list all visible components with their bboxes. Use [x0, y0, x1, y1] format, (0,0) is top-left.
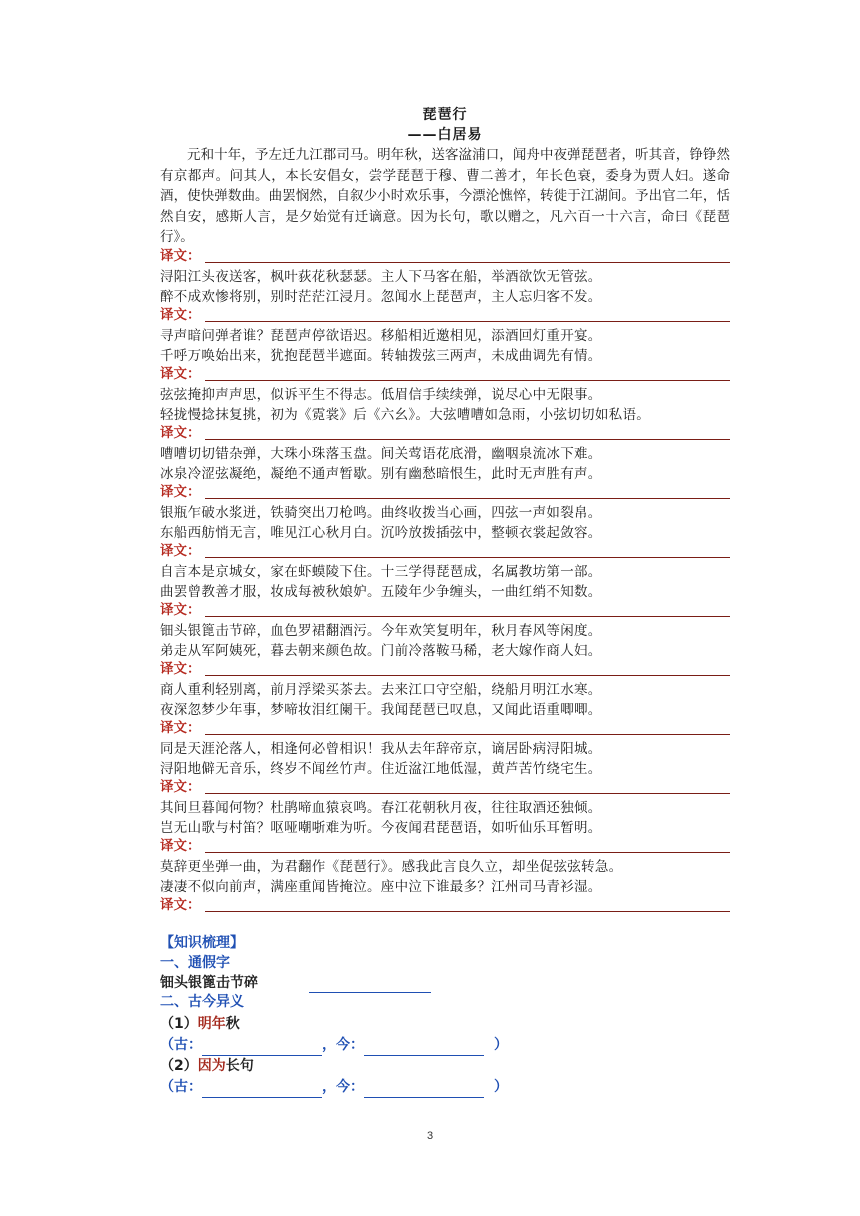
- translation-row: [160, 424, 730, 444]
- translation-blank-line[interactable]: [205, 852, 730, 853]
- verse-line: 凄凄不似向前声，满座重闻皆掩泣。座中泣下谁最多？江州司马青衫湿。: [160, 879, 602, 895]
- verse-line: 自言本是京城女，家在虾蟆陵下住。十三学得琵琶成，名属教坊第一部。: [160, 564, 602, 580]
- final-translation: [160, 896, 730, 916]
- translation-blank-line[interactable]: [205, 557, 730, 558]
- verse-line: 弟走从军阿姨死，暮去朝来颜色故。门前冷落鞍马稀，老大嫁作商人妇。: [160, 643, 602, 659]
- gujin-answer-row-1: [160, 1034, 730, 1056]
- verse-line: 夜深忽梦少年事，梦啼妆泪红阑干。我闻琵琶已叹息，又闻此语重唧唧。: [160, 702, 602, 718]
- ancient-blank[interactable]: [202, 1083, 322, 1098]
- item-rest: 长句: [225, 1058, 254, 1074]
- translation-label: 译文：: [160, 602, 201, 618]
- translation-row: [160, 542, 730, 562]
- close-paren: ）: [494, 1079, 508, 1095]
- translation-blank-line[interactable]: [205, 793, 730, 794]
- gujin-answer-row-2: [160, 1076, 730, 1098]
- stanza-block: [160, 778, 730, 838]
- stanza-block: [160, 306, 730, 366]
- verse-line: 浔阳地僻无音乐，终岁不闻丝竹声。住近湓江地低湿，黄芦苦竹绕宅生。: [160, 761, 602, 777]
- translation-row: [160, 778, 730, 798]
- modern-blank[interactable]: [364, 1041, 484, 1056]
- translation-blank-line[interactable]: [205, 321, 730, 322]
- translation-row: [160, 247, 730, 267]
- stanza-block: [160, 660, 730, 720]
- translation-blank-line[interactable]: [205, 675, 730, 676]
- verse-line: 浔阳江头夜送客，枫叶荻花秋瑟瑟。主人下马客在船，举酒欲饮无管弦。: [160, 269, 602, 285]
- ancient-label: （古：: [160, 1079, 202, 1095]
- translation-blank-line[interactable]: [205, 498, 730, 499]
- stanza-block: [160, 837, 730, 897]
- verse-line: 莫辞更坐弹一曲，为君翻作《琵琶行》。感我此言良久立，却坐促弦弦转急。: [160, 859, 623, 875]
- knowledge-section: [160, 932, 730, 1098]
- translation-blank-line[interactable]: [205, 734, 730, 735]
- translation-row: [160, 660, 730, 680]
- modern-label: ，今：: [322, 1079, 364, 1095]
- verse-line: 嘈嘈切切错杂弹，大珠小珠落玉盘。间关莺语花底滑，幽咽泉流冰下难。: [160, 446, 602, 462]
- translation-label: 译文：: [160, 248, 201, 264]
- key-word: 因为: [197, 1058, 226, 1074]
- translation-blank-line[interactable]: [205, 380, 730, 381]
- item-rest: 秋: [225, 1016, 240, 1032]
- stanza-block: [160, 719, 730, 779]
- translation-label: 译文：: [160, 838, 201, 854]
- translation-blank-line[interactable]: [205, 262, 730, 263]
- verse-line: 寻声暗问弹者谁？琵琶声停欲语迟。移船相近邀相见，添酒回灯重开宴。: [160, 328, 602, 344]
- stanza-block: [160, 424, 730, 484]
- verse-line: 其间旦暮闻何物？杜鹃啼血猿哀鸣。春江花朝秋月夜，往往取酒还独倾。: [160, 800, 602, 816]
- translation-row: [160, 837, 730, 857]
- translation-row: [160, 483, 730, 503]
- translation-row: [160, 601, 730, 621]
- translation-row: [160, 306, 730, 326]
- poem-author: ——白居易: [407, 127, 483, 143]
- verse-line: 岂无山歌与村笛？呕哑嘲哳难为听。今夜闻君琵琶语，如听仙乐耳暂明。: [160, 820, 602, 836]
- page-number: 3: [426, 1130, 434, 1142]
- translation-blank-line[interactable]: [205, 439, 730, 440]
- section-gujinyiyi: 二、古今异义: [160, 994, 244, 1010]
- verse-line: 东船西舫悄无言，唯见江心秋月白。沉吟放拨插弦中，整顿衣裳起敛容。: [160, 525, 602, 541]
- verse-line: 醉不成欢惨将别，别时茫茫江浸月。忽闻水上琵琶声，主人忘归客不发。: [160, 289, 602, 305]
- translation-label: 译文：: [160, 720, 201, 736]
- poem-title: 琵琶行: [422, 107, 468, 123]
- translation-blank-line[interactable]: [205, 911, 730, 912]
- translation-label: 译文：: [160, 661, 201, 677]
- close-paren: ）: [494, 1037, 508, 1053]
- translation-row: [160, 365, 730, 385]
- translation-label: 译文：: [160, 779, 201, 795]
- verse-line: 曲罢曾教善才服，妆成每被秋娘妒。五陵年少争缠头，一曲红绡不知数。: [160, 584, 602, 600]
- translation-blank-line[interactable]: [205, 616, 730, 617]
- stanza-block: [160, 365, 730, 425]
- gujin-item-1: [160, 1014, 730, 1034]
- verse-line: 商人重利轻别离，前月浮梁买茶去。去来江口守空船，绕船月明江水寒。: [160, 682, 602, 698]
- ancient-blank[interactable]: [202, 1041, 322, 1056]
- translation-label: 译文：: [160, 425, 201, 441]
- tongjiazi-phrase: 钿头银篦击节碎: [160, 975, 258, 991]
- stanza-block: [160, 542, 730, 602]
- modern-blank[interactable]: [364, 1083, 484, 1098]
- knowledge-heading: 【知识梳理】: [160, 935, 244, 951]
- key-word: 明年: [197, 1016, 226, 1032]
- item-number: （1）: [160, 1016, 198, 1032]
- modern-label: ，今：: [322, 1037, 364, 1053]
- verse-line: 轻拢慢捻抹复挑，初为《霓裳》后《六幺》。大弦嘈嘈如急雨，小弦切切如私语。: [160, 407, 651, 423]
- verse-line: 千呼万唤始出来，犹抱琵琶半遮面。转轴拨弦三两声，未成曲调先有情。: [160, 348, 602, 364]
- verse-line: 钿头银篦击节碎，血色罗裙翻酒污。今年欢笑复明年，秋月春风等闲度。: [160, 623, 602, 639]
- stanza-block: [160, 601, 730, 661]
- verse-line: 冰泉冷涩弦凝绝，凝绝不通声暂歇。别有幽愁暗恨生，此时无声胜有声。: [160, 466, 602, 482]
- verse-line: 弦弦掩抑声声思，似诉平生不得志。低眉信手续续弹，说尽心中无限事。: [160, 387, 602, 403]
- gujin-item-2: [160, 1056, 730, 1076]
- section-tongjiazi: 一、通假字: [160, 955, 230, 971]
- stanza-block: [160, 483, 730, 543]
- translation-label: 译文：: [160, 897, 201, 913]
- translation-row: [160, 896, 730, 916]
- ancient-label: （古：: [160, 1037, 202, 1053]
- item-number: （2）: [160, 1058, 198, 1074]
- verse-line: 银瓶乍破水浆迸，铁骑突出刀枪鸣。曲终收拨当心画，四弦一声如裂帛。: [160, 505, 602, 521]
- translation-label: 译文：: [160, 307, 201, 323]
- answer-blank[interactable]: [309, 978, 431, 993]
- preface-paragraph: 元和十年，予左迁九江郡司马。明年秋，送客湓浦口，闻舟中夜弹琵琶者，听其音，铮铮然有京都声。问其人，本长安倡女，尝学琵琶于穆、曹二善才，年长色衰，委身为贾人妇。遂命酒，使快弹数曲。曲罢悯然，自叙少小时欢乐事，今漂沦憔悴，转徙于江湖间。予出官二年，恬然自安，感斯人言，是夕始觉有迁谪意。因为长句，歌以赠之，凡六百一十六言，命曰《琵琶行》。: [160, 147, 730, 245]
- stanza-block: [160, 247, 730, 307]
- tongjiazi-item: [160, 973, 730, 993]
- verse-line: 同是天涯沦落人，相逢何必曾相识！我从去年辞帝京，谪居卧病浔阳城。: [160, 741, 602, 757]
- translation-label: 译文：: [160, 366, 201, 382]
- translation-label: 译文：: [160, 543, 201, 559]
- translation-label: 译文：: [160, 484, 201, 500]
- translation-row: [160, 719, 730, 739]
